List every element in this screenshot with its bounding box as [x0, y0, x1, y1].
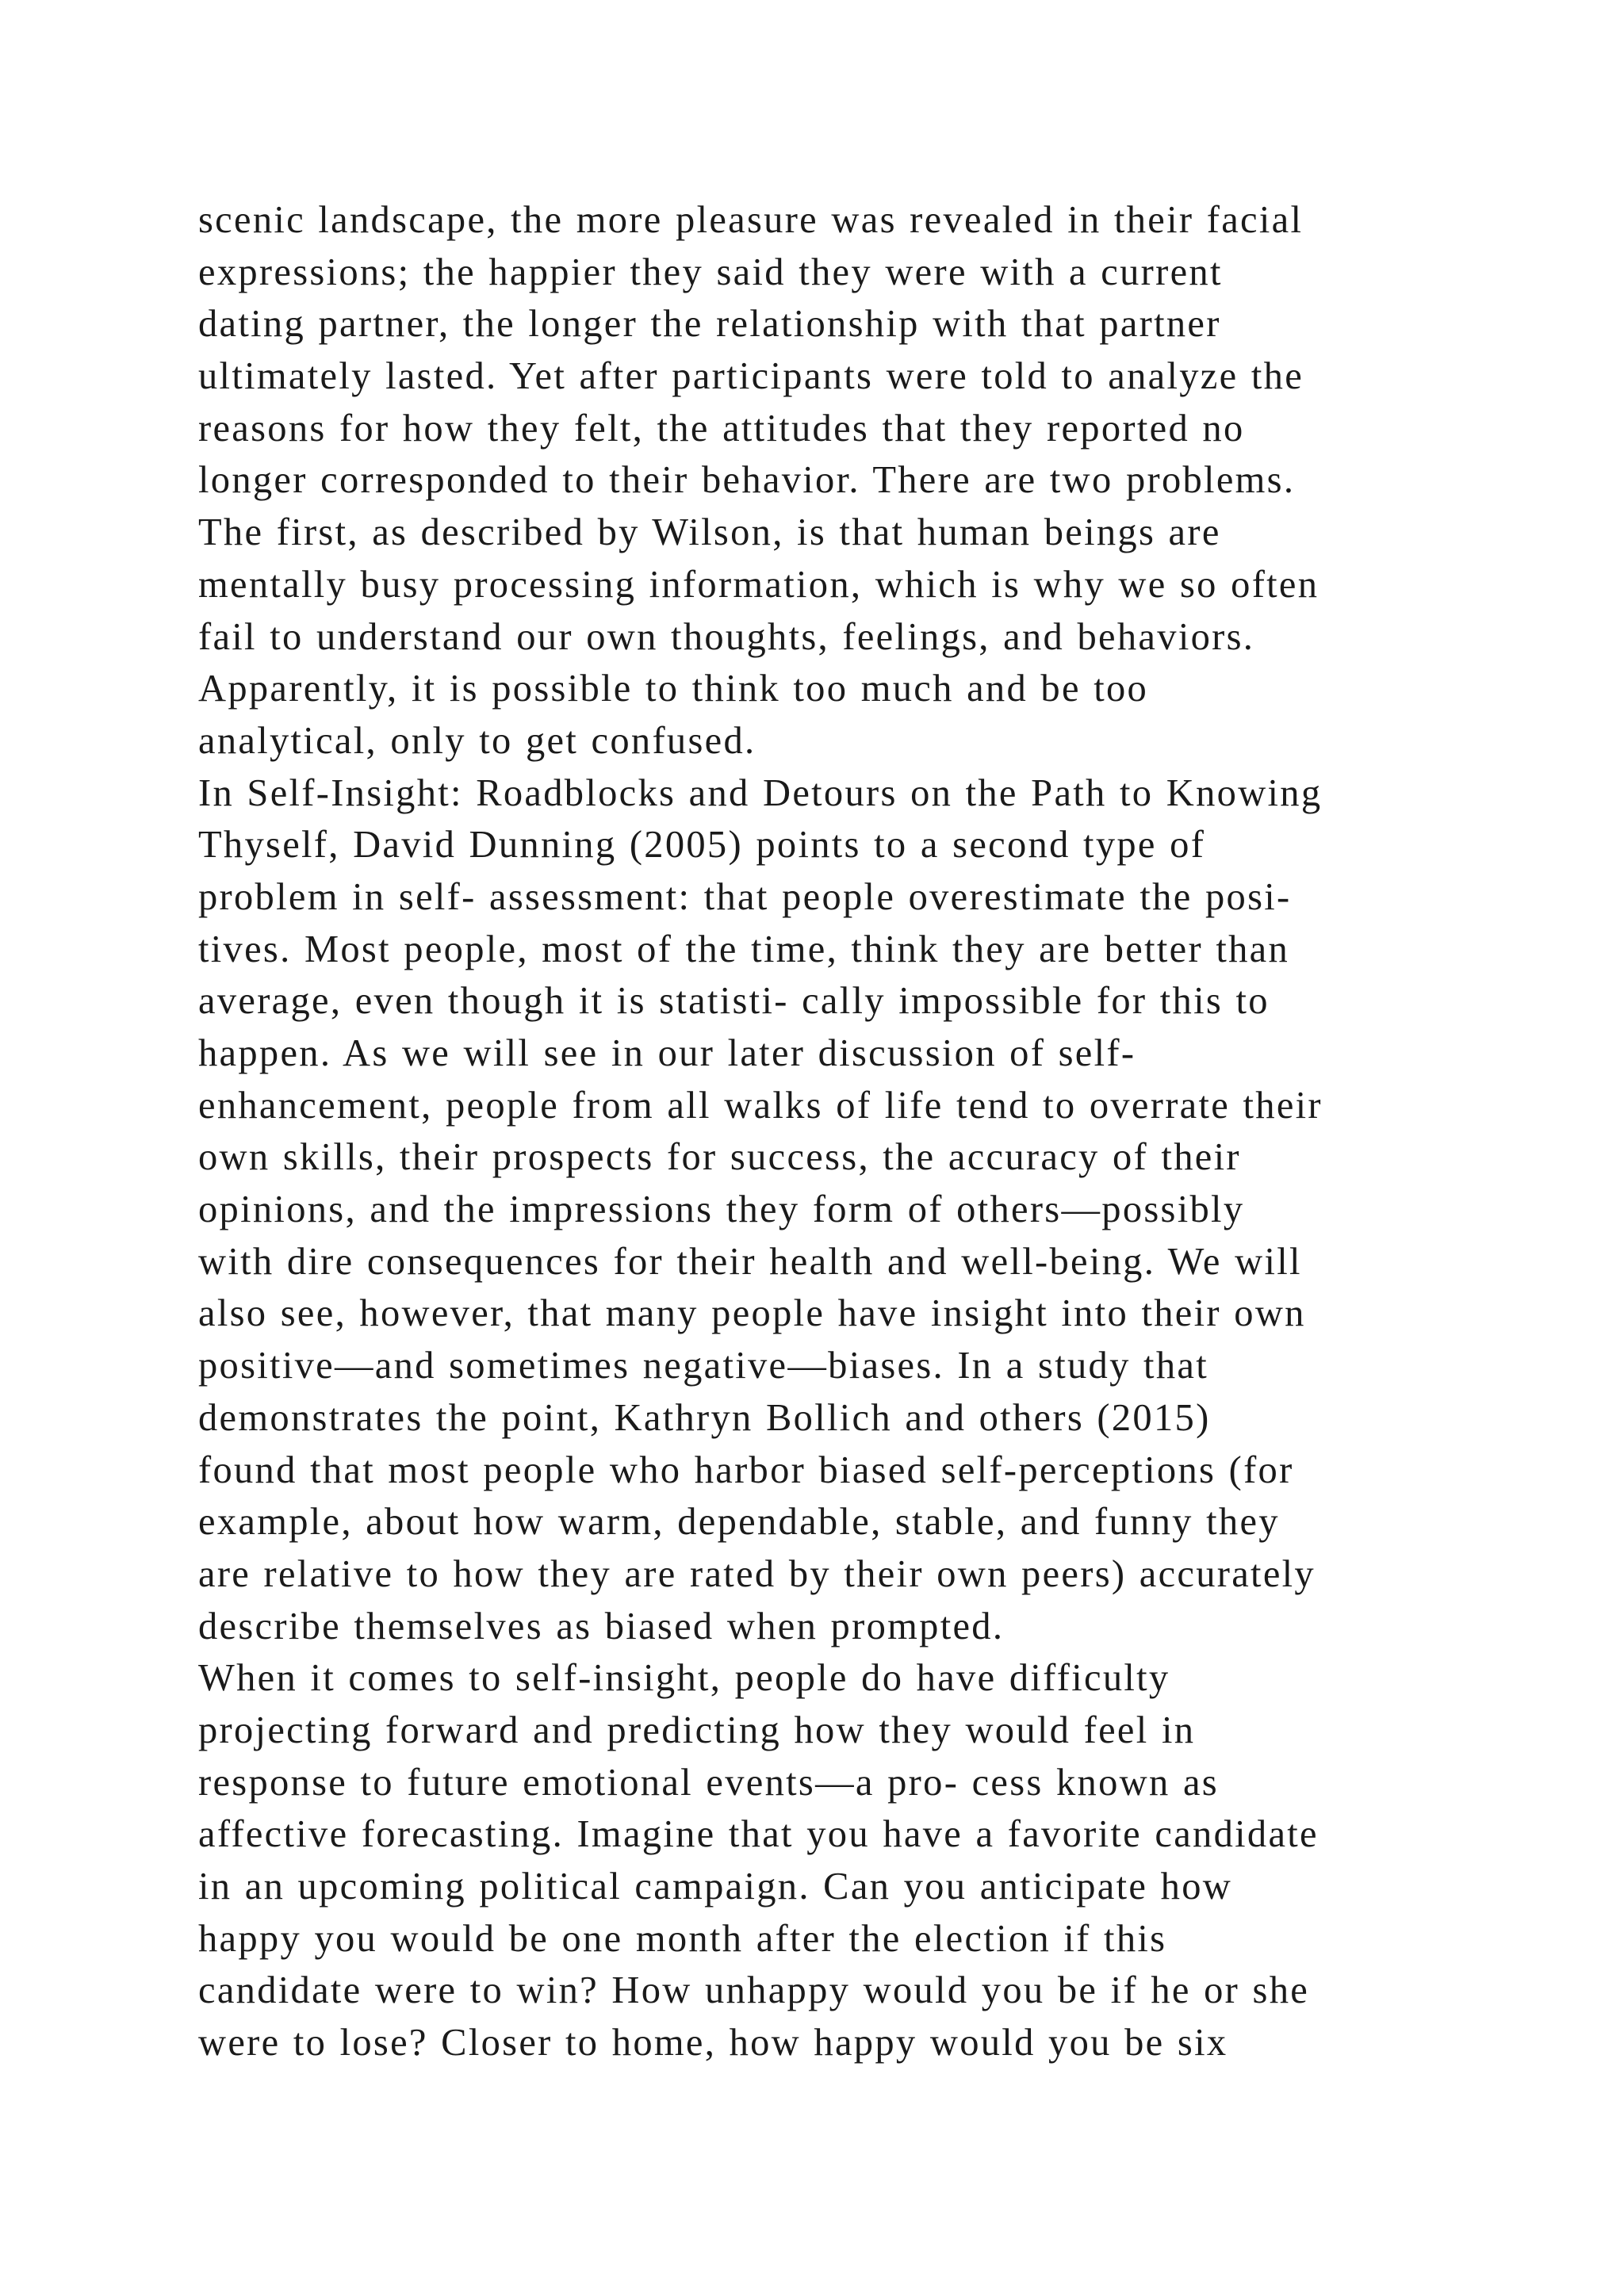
text-line: demonstrates the point, Kathryn Bollich and others (2015) — [198, 1396, 1211, 1439]
text-line: found that most people who harbor biased self-perceptions (for — [198, 1448, 1294, 1491]
text-line: average, even though it is statisti- cally impossible for this to — [198, 980, 1270, 1023]
text-line: ultimately lasted. Yet after participants were told to analyze the — [198, 355, 1304, 398]
text-line: own skills, their prospects for success, the accuracy of their — [198, 1136, 1241, 1179]
text-line: In Self-Insight: Roadblocks and Detours on the Path to Knowing — [198, 771, 1323, 814]
text-line: with dire consequences for their health and well-being. We will — [198, 1240, 1302, 1283]
text-line: affective forecasting. Imagine that you have a favorite candidate — [198, 1813, 1319, 1856]
text-line: Thyself, David Dunning (2005) points to a second type of — [198, 824, 1206, 867]
text-line: response to future emotional events—a pro- cess known as — [198, 1761, 1219, 1804]
text-line: The first, as described by Wilson, is that human beings are — [198, 511, 1221, 554]
text-line: scenic landscape, the more pleasure was revealed in their facial — [198, 199, 1304, 241]
text-line: longer corresponded to their behavior. There are two problems. — [198, 459, 1296, 502]
text-line: happy you would be one month after the election if this — [198, 1917, 1167, 1960]
text-line: describe themselves as biased when prompted. — [198, 1605, 1005, 1647]
text-line: in an upcoming political campaign. Can you anticipate how — [198, 1866, 1233, 1908]
text-line: happen. As we will see in our later discussion of self- — [198, 1032, 1136, 1074]
text-line: problem in self- assessment: that people overestimate the posi- — [198, 875, 1292, 918]
text-line: expressions; the happier they said they were with a current — [198, 251, 1223, 293]
text-line: positive—and sometimes negative—biases. In a study that — [198, 1345, 1208, 1387]
text-line: example, about how warm, dependable, stable, and funny they — [198, 1501, 1280, 1544]
text-line: tives. Most people, most of the time, think they are better than — [198, 928, 1290, 970]
text-line: also see, however, that many people have insight into their own — [198, 1292, 1306, 1335]
body-text — [198, 194, 1515, 2069]
text-line: are relative to how they are rated by their own peers) accurately — [198, 1552, 1316, 1595]
text-line: opinions, and the impressions they form of others—possibly — [198, 1188, 1245, 1231]
text-line: enhancement, people from all walks of life tend to overrate their — [198, 1084, 1323, 1127]
text-line: candidate were to win? How unhappy would you be if he or she — [198, 1969, 1310, 2012]
text-line: projecting forward and predicting how they would feel in — [198, 1709, 1196, 1751]
text-line: dating partner, the longer the relationship with that partner — [198, 303, 1221, 346]
text-line: reasons for how they felt, the attitudes that they reported no — [198, 407, 1245, 450]
text-line: When it comes to self-insight, people do have difficulty — [198, 1657, 1170, 1700]
text-line: fail to understand our own thoughts, feelings, and behaviors. — [198, 615, 1255, 658]
text-line: Apparently, it is possible to think too much and be too — [198, 668, 1149, 710]
text-line: mentally busy processing information, which is why we so often — [198, 563, 1320, 606]
text-line: analytical, only to get confused. — [198, 719, 756, 762]
text-line: were to lose? Closer to home, how happy would you be six — [198, 2022, 1228, 2064]
